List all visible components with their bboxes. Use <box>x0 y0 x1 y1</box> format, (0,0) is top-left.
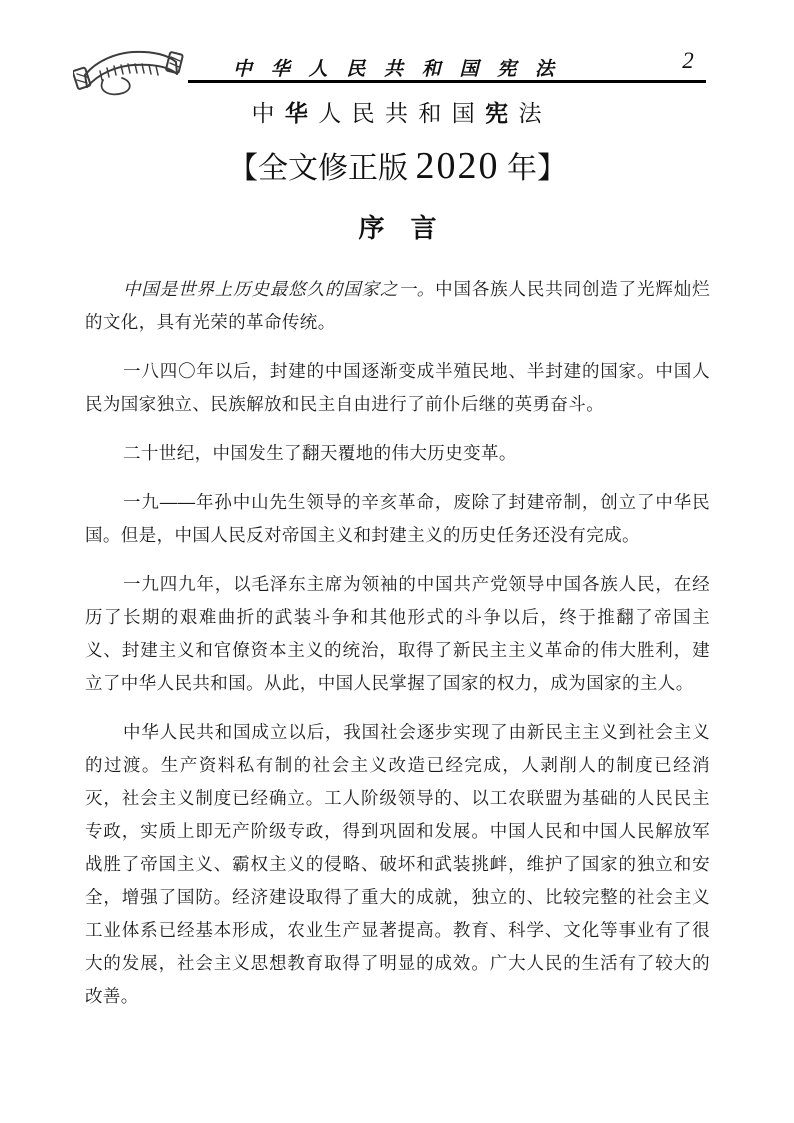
paragraph <box>85 273 710 339</box>
paragraph: 二十世纪，中国发生了翻天覆地的伟大历史变革。 <box>123 443 517 463</box>
paragraph: 一九四九年，以毛泽东主席为领袖的中国共产党领导中国各族人民，在经历了长期的艰难曲折的武装斗争和其他形式的斗争以后，终于推翻了帝国主义、封建主义和官僚资本主义的统治，取得了新民主主义革命的伟大胜利，建立了中华人民共和国。从此，中国人民掌握了国家的权力，成为国家的主人。 <box>85 574 710 693</box>
paragraph-lead-italic: 中国是世界上历史最悠久的国家之一。 <box>123 279 436 299</box>
doc-title-text-bold: 华 <box>284 100 310 126</box>
section-heading-preamble: 序 言 <box>358 213 437 243</box>
paragraph: 一八四〇年以后，封建的中国逐渐变成半殖民地、半封建的国家。中国人民为国家独立、民族解放和民主自由进行了前仆后继的英勇奋斗。 <box>85 361 710 414</box>
doc-title-text: 中 <box>251 100 285 126</box>
edition-suffix: 年】 <box>499 152 567 185</box>
running-header-title: 中 华 人 民 共 和 国 宪 法 <box>232 59 561 80</box>
paragraph: 中华人民共和国成立以后，我国社会逐步实现了由新民主主义到社会主义的过渡。生产资料私有制的社会主义改造已经完成，人剥削人的制度已经消灭，社会主义制度已经确立。工人阶级领导的、以工农联盟为基础的人民民主专政，实质上即无产阶级专政，得到巩固和发展。中国人民和中国人民解放军战胜了帝国主义、霸权主义的侵略、破坏和武装挑衅，维护了国家的独立和安全，增强了国防。经济建设取得了重大的成就，独立的、比较完整的社会主义工业体系已经基本形成，农业生产显著提高。教育、科学、文化等事业有了很大的发展，社会主义思想教育取得了明显的成效。广大人民的生活有了较大的改善。 <box>85 722 710 1006</box>
preamble-text <box>85 273 710 1013</box>
document-content <box>85 92 710 1029</box>
paragraph-text: 中国各族人民共同创造了光辉灿烂的文化，具有光荣的革命传统。 <box>85 279 710 332</box>
doc-title-text: 法 <box>510 100 544 126</box>
edition-year: 2020 <box>415 145 500 187</box>
header-divider-rule <box>188 80 706 83</box>
edition-line <box>85 144 710 191</box>
edition-prefix: 【全文修正版 <box>228 152 416 185</box>
document-title <box>85 98 710 128</box>
page-number: 2 <box>682 48 694 73</box>
doc-title-text: 人 民 共 和 国 <box>309 100 486 126</box>
doc-title-text-bold: 宪 <box>485 100 511 126</box>
paragraph: 一九——年孙中山先生领导的辛亥革命，废除了封建帝制，创立了中华民国。但是，中国人民反对帝国主义和封建主义的历史任务还没有完成。 <box>85 492 710 545</box>
